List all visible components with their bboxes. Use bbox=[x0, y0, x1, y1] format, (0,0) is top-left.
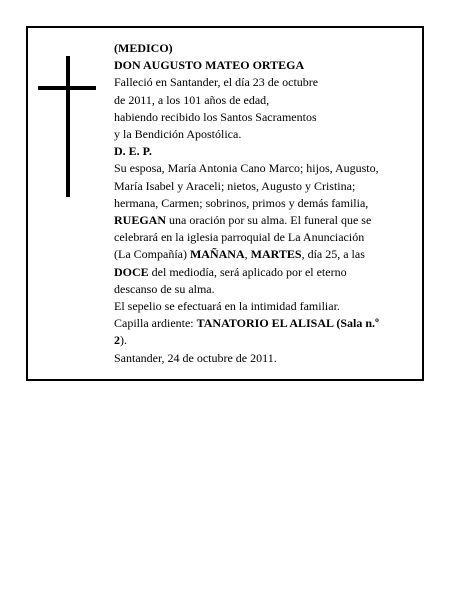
obituary-notice bbox=[26, 26, 424, 381]
cross-vertical-bar bbox=[66, 56, 70, 197]
funeral-line: RUEGAN una oración por su alma. El funeral que se bbox=[114, 213, 372, 228]
burial-line: El sepelio se efectuará en la intimidad familiar. bbox=[114, 299, 340, 314]
death-line: de 2011, a los 101 años de edad, bbox=[114, 92, 270, 107]
family-line: hermana, Carmen; sobrinos, primos y demás familia, bbox=[114, 195, 369, 210]
rip: D. E. P. bbox=[114, 144, 152, 159]
funeral-line: descanso de su alma. bbox=[114, 281, 215, 296]
chapel-line: 2). bbox=[114, 333, 127, 348]
chapel-line: Capilla ardiente: TANATORIO EL ALISAL (Sala n.º bbox=[114, 316, 379, 331]
notice-text bbox=[114, 40, 420, 367]
death-line: habiendo recibido los Santos Sacramentos bbox=[114, 109, 317, 124]
funeral-line: celebrará en la iglesia parroquial de La Anunciación bbox=[114, 230, 365, 245]
profession: (MEDICO) bbox=[114, 41, 173, 55]
place-date: Santander, 24 de octubre de 2011. bbox=[114, 350, 277, 365]
family-line: Su esposa, María Antonia Cano Marco; hijos, Augusto, bbox=[114, 161, 379, 176]
deceased-name: DON AUGUSTO MATEO ORTEGA bbox=[114, 58, 305, 73]
funeral-line: DOCE del mediodía, será aplicado por el eterno bbox=[114, 264, 347, 279]
family-line: María Isabel y Araceli; nietos, Augusto y Cristina; bbox=[114, 178, 356, 193]
cross-horizontal-bar bbox=[38, 86, 96, 90]
death-line: y la Bendición Apostólica. bbox=[114, 127, 242, 142]
funeral-line: (La Compañía) MAÑANA, MARTES, día 25, a las bbox=[114, 247, 365, 262]
death-line: Falleció en Santander, el día 23 de octubre bbox=[114, 75, 319, 90]
